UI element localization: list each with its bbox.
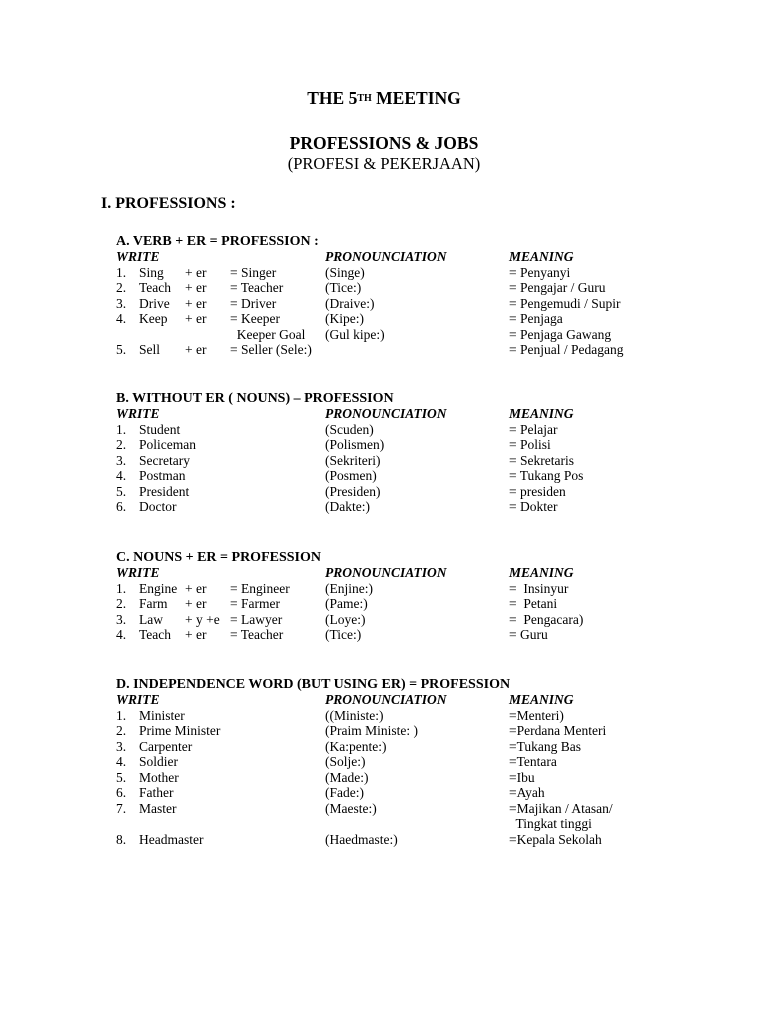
row-number: 2. bbox=[116, 437, 127, 452]
header-pronounciation: PRONOUNCIATION bbox=[325, 406, 447, 421]
row-number: 2. bbox=[116, 723, 127, 738]
row-meaning: = Penyanyi bbox=[509, 264, 571, 280]
header-meaning: MEANING bbox=[509, 406, 574, 421]
row-number: 8. bbox=[116, 831, 127, 847]
header-pronounciation: PRONOUNCIATION bbox=[325, 565, 447, 580]
row-pronounciation: (Scuden) bbox=[325, 421, 374, 437]
row-pronounciation: ((Ministe:) bbox=[325, 707, 384, 723]
row-number: 4. bbox=[116, 754, 127, 769]
row-suffix: + y +e bbox=[185, 611, 220, 627]
row-word: Teach bbox=[139, 280, 172, 295]
table-row bbox=[116, 437, 676, 453]
row-result: Keeper Goal bbox=[230, 326, 306, 342]
table-row bbox=[116, 723, 676, 739]
row-word: Father bbox=[139, 785, 174, 800]
table-row bbox=[116, 265, 676, 281]
section-independence-word bbox=[116, 676, 676, 847]
header-pronounciation: PRONOUNCIATION bbox=[325, 692, 447, 707]
table-row bbox=[116, 280, 676, 296]
row-word: Mother bbox=[139, 769, 179, 785]
row-meaning: = Penjual / Pedagang bbox=[509, 342, 624, 357]
row-number: 3. bbox=[116, 611, 127, 627]
row-meaning: =Perdana Menteri bbox=[509, 723, 607, 738]
table-row bbox=[116, 596, 676, 612]
table-row bbox=[116, 785, 676, 801]
table-row bbox=[116, 296, 676, 312]
row-suffix: + er bbox=[185, 295, 207, 311]
table-row bbox=[116, 832, 676, 848]
row-number: 3. bbox=[116, 738, 127, 754]
row-word: Master bbox=[139, 800, 177, 816]
header-meaning: MEANING bbox=[509, 249, 574, 264]
row-meaning: = Petani bbox=[509, 596, 558, 611]
table-row bbox=[116, 468, 676, 484]
row-meaning: =Majikan / Atasan/ bbox=[509, 800, 613, 816]
table-row bbox=[116, 801, 676, 817]
row-meaning: = presiden bbox=[509, 483, 566, 499]
row-meaning: = Insinyur bbox=[509, 580, 569, 596]
row-number: 2. bbox=[116, 596, 127, 611]
header-write: WRITE bbox=[116, 565, 160, 580]
row-number: 3. bbox=[116, 452, 127, 468]
row-meaning: =Menteri) bbox=[509, 707, 564, 723]
row-pronounciation: (Enjine:) bbox=[325, 580, 373, 596]
row-word: President bbox=[139, 483, 190, 499]
row-number: 5. bbox=[116, 769, 127, 785]
row-meaning: = Tukang Pos bbox=[509, 468, 584, 483]
section-without-er bbox=[116, 390, 676, 515]
row-word: Law bbox=[139, 611, 163, 627]
row-meaning: Tingkat tinggi bbox=[509, 816, 592, 831]
row-pronounciation: (Dakte:) bbox=[325, 499, 370, 514]
row-suffix: + er bbox=[185, 342, 207, 357]
table-row bbox=[116, 816, 676, 832]
row-suffix: + er bbox=[185, 311, 207, 326]
row-number: 4. bbox=[116, 468, 127, 483]
row-pronounciation: (Tice:) bbox=[325, 280, 362, 295]
section-nouns-er bbox=[116, 549, 676, 643]
row-word: Carpenter bbox=[139, 738, 193, 754]
row-word: Student bbox=[139, 421, 181, 437]
section-title: A. VERB + ER = PROFESSION : bbox=[116, 234, 319, 249]
row-number: 1. bbox=[116, 707, 127, 723]
page-title bbox=[0, 88, 768, 109]
row-suffix: + er bbox=[185, 580, 207, 596]
row-meaning: =Tukang Bas bbox=[509, 738, 582, 754]
row-result: = Driver bbox=[230, 295, 277, 311]
table-row bbox=[116, 311, 676, 327]
row-result: = Teacher bbox=[230, 280, 284, 295]
row-word: Sing bbox=[139, 264, 164, 280]
table-row bbox=[116, 708, 676, 724]
row-word: Doctor bbox=[139, 499, 177, 514]
header-meaning: MEANING bbox=[509, 692, 574, 707]
row-result: = Teacher bbox=[230, 627, 284, 642]
row-word: Farm bbox=[139, 596, 168, 611]
title-prefix: THE 5 bbox=[307, 88, 358, 108]
column-headers bbox=[116, 406, 676, 422]
row-number: 5. bbox=[116, 483, 127, 499]
row-pronounciation: (Fade:) bbox=[325, 785, 364, 800]
section-verb-er bbox=[116, 233, 676, 358]
table-row bbox=[116, 327, 676, 343]
row-meaning: = Penjaga Gawang bbox=[509, 326, 612, 342]
part-heading: I. PROFESSIONS : bbox=[101, 195, 236, 212]
row-pronounciation: (Polismen) bbox=[325, 437, 385, 452]
row-number: 6. bbox=[116, 499, 127, 514]
row-number: 6. bbox=[116, 785, 127, 800]
row-word: Headmaster bbox=[139, 831, 204, 847]
row-pronounciation: (Haedmaste:) bbox=[325, 831, 398, 847]
row-word: Drive bbox=[139, 295, 170, 311]
row-meaning: =Kepala Sekolah bbox=[509, 831, 602, 847]
row-number: 4. bbox=[116, 311, 127, 326]
title-superscript: TH bbox=[357, 93, 372, 104]
row-suffix: + er bbox=[185, 596, 207, 611]
row-word: Prime Minister bbox=[139, 723, 221, 738]
table-row bbox=[116, 453, 676, 469]
row-word: Teach bbox=[139, 627, 172, 642]
row-word: Postman bbox=[139, 468, 186, 483]
row-number: 1. bbox=[116, 421, 127, 437]
row-number: 1. bbox=[116, 580, 127, 596]
row-pronounciation: (Tice:) bbox=[325, 627, 362, 642]
row-pronounciation: (Solje:) bbox=[325, 754, 366, 769]
column-headers bbox=[116, 249, 676, 265]
row-meaning: =Ayah bbox=[509, 785, 545, 800]
row-meaning: =Ibu bbox=[509, 769, 535, 785]
row-result: = Farmer bbox=[230, 596, 280, 611]
row-pronounciation: (Singe) bbox=[325, 264, 365, 280]
row-pronounciation: (Draive:) bbox=[325, 295, 375, 311]
header-write: WRITE bbox=[116, 692, 160, 707]
page-subtitle: PROFESSIONS & JOBS bbox=[289, 133, 479, 153]
row-word: Soldier bbox=[139, 754, 178, 769]
row-pronounciation: (Presiden) bbox=[325, 483, 381, 499]
row-pronounciation: (Ka:pente:) bbox=[325, 738, 387, 754]
row-number: 3. bbox=[116, 295, 127, 311]
table-row bbox=[116, 754, 676, 770]
row-pronounciation: (Made:) bbox=[325, 769, 369, 785]
header-write: WRITE bbox=[116, 249, 160, 264]
row-suffix: + er bbox=[185, 627, 207, 642]
row-word: Engine bbox=[139, 580, 178, 596]
section-title: D. INDEPENDENCE WORD (BUT USING ER) = PROFESSION bbox=[116, 677, 511, 692]
row-word: Secretary bbox=[139, 452, 190, 468]
column-headers bbox=[116, 565, 676, 581]
row-meaning: = Pengemudi / Supir bbox=[509, 295, 621, 311]
table-row bbox=[116, 342, 676, 358]
table-row bbox=[116, 499, 676, 515]
row-meaning: = Sekretaris bbox=[509, 452, 574, 468]
table-row bbox=[116, 612, 676, 628]
row-result: = Singer bbox=[230, 264, 277, 280]
row-meaning: = Dokter bbox=[509, 499, 558, 514]
row-number: 7. bbox=[116, 800, 127, 816]
table-row bbox=[116, 627, 676, 643]
table-row bbox=[116, 422, 676, 438]
row-pronounciation: (Praim Ministe: ) bbox=[325, 723, 418, 738]
row-pronounciation: (Pame:) bbox=[325, 596, 368, 611]
row-word: Minister bbox=[139, 707, 185, 723]
header-write: WRITE bbox=[116, 406, 160, 421]
row-result: = Seller (Sele:) bbox=[230, 342, 312, 357]
row-result: = Lawyer bbox=[230, 611, 283, 627]
header-meaning: MEANING bbox=[509, 565, 574, 580]
row-word: Policeman bbox=[139, 437, 196, 452]
row-number: 2. bbox=[116, 280, 127, 295]
row-suffix: + er bbox=[185, 264, 207, 280]
row-meaning: = Polisi bbox=[509, 437, 551, 452]
row-pronounciation: (Loye:) bbox=[325, 611, 366, 627]
row-number: 5. bbox=[116, 342, 127, 357]
row-suffix: + er bbox=[185, 280, 207, 295]
table-row bbox=[116, 484, 676, 500]
table-row bbox=[116, 739, 676, 755]
column-headers bbox=[116, 692, 676, 708]
row-number: 1. bbox=[116, 264, 127, 280]
row-meaning: = Penjaga bbox=[509, 311, 563, 326]
row-pronounciation: (Kipe:) bbox=[325, 311, 364, 326]
row-number: 4. bbox=[116, 627, 127, 642]
section-title: C. NOUNS + ER = PROFESSION bbox=[116, 550, 321, 565]
row-result: = Engineer bbox=[230, 580, 290, 596]
section-title: B. WITHOUT ER ( NOUNS) – PROFESSION bbox=[116, 391, 394, 406]
header-pronounciation: PRONOUNCIATION bbox=[325, 249, 447, 264]
row-word: Sell bbox=[139, 342, 161, 357]
row-pronounciation: (Posmen) bbox=[325, 468, 377, 483]
row-pronounciation: (Maeste:) bbox=[325, 800, 377, 816]
row-meaning: = Guru bbox=[509, 627, 548, 642]
table-row bbox=[116, 770, 676, 786]
row-meaning: = Pengacara) bbox=[509, 611, 584, 627]
row-meaning: = Pelajar bbox=[509, 421, 558, 437]
row-pronounciation: (Gul kipe:) bbox=[325, 326, 385, 342]
page-subtitle-translation: (PROFESI & PEKERJAAN) bbox=[287, 154, 481, 173]
title-suffix: MEETING bbox=[376, 88, 461, 108]
row-meaning: = Pengajar / Guru bbox=[509, 280, 606, 295]
table-row bbox=[116, 581, 676, 597]
row-result: = Keeper bbox=[230, 311, 280, 326]
row-word: Keep bbox=[139, 311, 168, 326]
row-pronounciation: (Sekriteri) bbox=[325, 452, 381, 468]
row-meaning: =Tentara bbox=[509, 754, 557, 769]
